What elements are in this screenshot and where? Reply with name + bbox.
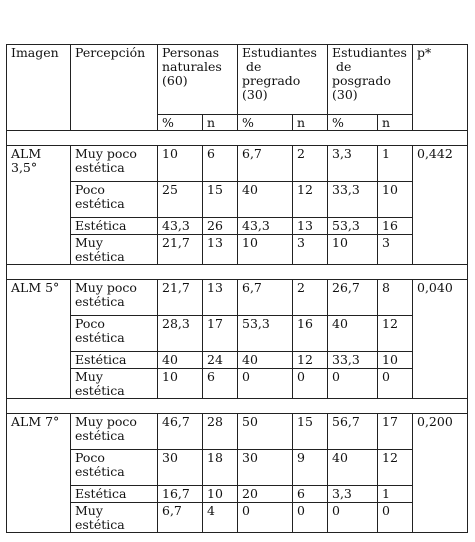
cell-percepcion [71,280,158,316]
cell-pregrado-percent: 43,3 [238,218,293,235]
percepcion-line: Estética [75,218,127,233]
table-row [7,218,468,235]
cell-personas-percent: 16,7 [158,486,203,503]
cell-posgrado-percent: 10 [328,235,378,265]
cell-posgrado-percent: 26,7 [328,280,378,316]
cell-posgrado-percent: 33,3 [328,182,378,218]
percepcion-line: estética [75,383,125,398]
cell-pregrado-percent: 10 [238,235,293,265]
percepcion-line: Muy poco [75,146,137,161]
cell-personas-percent: 10 [158,146,203,182]
cell-pregrado-n: 2 [293,280,328,316]
cell-personas-percent: 30 [158,450,203,486]
cell-percepcion [71,352,158,369]
cell-posgrado-n: 16 [378,218,413,235]
percepcion-line: estética [75,428,125,443]
cell-pregrado-percent: 30 [238,450,293,486]
cell-pregrado-n: 13 [293,218,328,235]
cell-pregrado-percent: 53,3 [238,316,293,352]
cell-posgrado-percent: 0 [328,503,378,533]
table-row [7,450,468,486]
header-personas-naturales [158,45,238,115]
header-line: pregrado [242,73,301,88]
cell-percepcion [71,486,158,503]
cell-pregrado-n: 15 [293,414,328,450]
cell-personas-n: 13 [203,280,238,316]
cell-pregrado-n: 16 [293,316,328,352]
separator-row [7,131,468,146]
cell-imagen [7,146,71,265]
table-row [7,182,468,218]
cell-personas-percent: 25 [158,182,203,218]
table-row [7,316,468,352]
cell-personas-n: 18 [203,450,238,486]
percepcion-line: estética [75,196,125,211]
cell-percepcion [71,503,158,533]
cell-pregrado-percent: 6,7 [238,146,293,182]
table-row [7,503,468,533]
cell-percepcion [71,369,158,399]
cell-percepcion [71,235,158,265]
cell-personas-percent: 6,7 [158,503,203,533]
cell-pregrado-n: 0 [293,369,328,399]
cell-posgrado-percent: 0 [328,369,378,399]
cell-pregrado-n: 6 [293,486,328,503]
separator-cell [7,399,468,414]
cell-posgrado-percent: 3,3 [328,486,378,503]
percepcion-line: Poco [75,450,105,465]
subheader-percent: % [238,115,293,131]
percepcion-line: Estética [75,352,127,367]
percepcion-line: estética [75,330,125,345]
results-table [6,44,468,533]
header-imagen: Imagen [7,45,71,131]
cell-pregrado-percent: 40 [238,182,293,218]
cell-pregrado-n: 12 [293,182,328,218]
cell-pregrado-percent: 40 [238,352,293,369]
cell-personas-percent: 40 [158,352,203,369]
table-row [7,280,468,316]
cell-personas-percent: 43,3 [158,218,203,235]
header-line: Personas [162,45,220,60]
cell-personas-n: 13 [203,235,238,265]
percepcion-line: estética [75,464,125,479]
imagen-line: 3,5° [11,160,38,175]
cell-personas-n: 26 [203,218,238,235]
percepcion-line: Muy [75,369,103,384]
header-line: de [242,59,262,74]
cell-personas-n: 6 [203,369,238,399]
header-line: de [332,59,352,74]
percepcion-line: Estética [75,486,127,501]
cell-p-value: 0,040 [413,280,468,399]
cell-personas-n: 28 [203,414,238,450]
subheader-percent: % [158,115,203,131]
cell-p-value: 0,442 [413,146,468,265]
cell-posgrado-percent: 40 [328,316,378,352]
cell-posgrado-percent: 56,7 [328,414,378,450]
header-line: Estudiantes [242,45,317,60]
separator-row [7,399,468,414]
imagen-line: ALM [11,146,42,161]
cell-pregrado-percent: 50 [238,414,293,450]
header-estudiantes-posgrado [328,45,413,115]
separator-row [7,265,468,280]
percepcion-line: Muy [75,503,103,518]
cell-personas-n: 10 [203,486,238,503]
cell-pregrado-percent: 20 [238,486,293,503]
cell-pregrado-percent: 0 [238,503,293,533]
subheader-percent: % [328,115,378,131]
percepcion-line: estética [75,517,125,532]
cell-p-value: 0,200 [413,414,468,533]
cell-posgrado-n: 0 [378,369,413,399]
imagen-line: ALM 7° [11,414,60,429]
cell-posgrado-percent: 33,3 [328,352,378,369]
cell-percepcion [71,450,158,486]
header-line: (60) [162,73,188,88]
subheader-n: n [293,115,328,131]
cell-posgrado-n: 1 [378,486,413,503]
header-percepcion: Percepción [71,45,158,131]
cell-posgrado-n: 1 [378,146,413,182]
percepcion-line: estética [75,294,125,309]
cell-pregrado-n: 0 [293,503,328,533]
cell-posgrado-n: 8 [378,280,413,316]
subheader-n: n [378,115,413,131]
cell-posgrado-n: 0 [378,503,413,533]
percepcion-line: estética [75,249,125,264]
separator-cell [7,131,468,146]
cell-personas-n: 6 [203,146,238,182]
cell-posgrado-n: 10 [378,352,413,369]
cell-pregrado-n: 3 [293,235,328,265]
cell-personas-percent: 21,7 [158,280,203,316]
table-row [7,369,468,399]
table-row [7,235,468,265]
table-row [7,414,468,450]
cell-personas-percent: 10 [158,369,203,399]
header-line: Estudiantes [332,45,407,60]
cell-pregrado-n: 12 [293,352,328,369]
percepcion-line: Muy poco [75,280,137,295]
table-row [7,146,468,182]
table-row [7,352,468,369]
separator-cell [7,265,468,280]
cell-pregrado-percent: 0 [238,369,293,399]
subheader-n: n [203,115,238,131]
cell-percepcion [71,146,158,182]
cell-personas-n: 15 [203,182,238,218]
cell-posgrado-percent: 3,3 [328,146,378,182]
cell-personas-n: 24 [203,352,238,369]
header-line: naturales [162,59,222,74]
header-estudiantes-pregrado [238,45,328,115]
percepcion-line: estética [75,160,125,175]
imagen-line: ALM 5° [11,280,60,295]
header-line: (30) [242,87,268,102]
table-row [7,486,468,503]
cell-imagen [7,280,71,399]
cell-percepcion [71,414,158,450]
cell-personas-n: 17 [203,316,238,352]
cell-pregrado-n: 9 [293,450,328,486]
cell-posgrado-n: 10 [378,182,413,218]
header-p-value: p* [413,45,468,131]
cell-posgrado-percent: 53,3 [328,218,378,235]
percepcion-line: Poco [75,316,105,331]
cell-pregrado-percent: 6,7 [238,280,293,316]
cell-posgrado-n: 12 [378,450,413,486]
cell-posgrado-n: 12 [378,316,413,352]
percepcion-line: Muy poco [75,414,137,429]
header-line: (30) [332,87,358,102]
percepcion-line: Poco [75,182,105,197]
cell-personas-percent: 28,3 [158,316,203,352]
cell-posgrado-n: 3 [378,235,413,265]
cell-posgrado-percent: 40 [328,450,378,486]
cell-posgrado-n: 17 [378,414,413,450]
cell-pregrado-n: 2 [293,146,328,182]
cell-personas-percent: 46,7 [158,414,203,450]
header-row [7,45,468,115]
cell-percepcion [71,316,158,352]
percepcion-line: Muy [75,235,103,250]
header-line: posgrado [332,73,391,88]
cell-percepcion [71,182,158,218]
cell-percepcion [71,218,158,235]
cell-personas-percent: 21,7 [158,235,203,265]
cell-imagen [7,414,71,533]
cell-personas-n: 4 [203,503,238,533]
